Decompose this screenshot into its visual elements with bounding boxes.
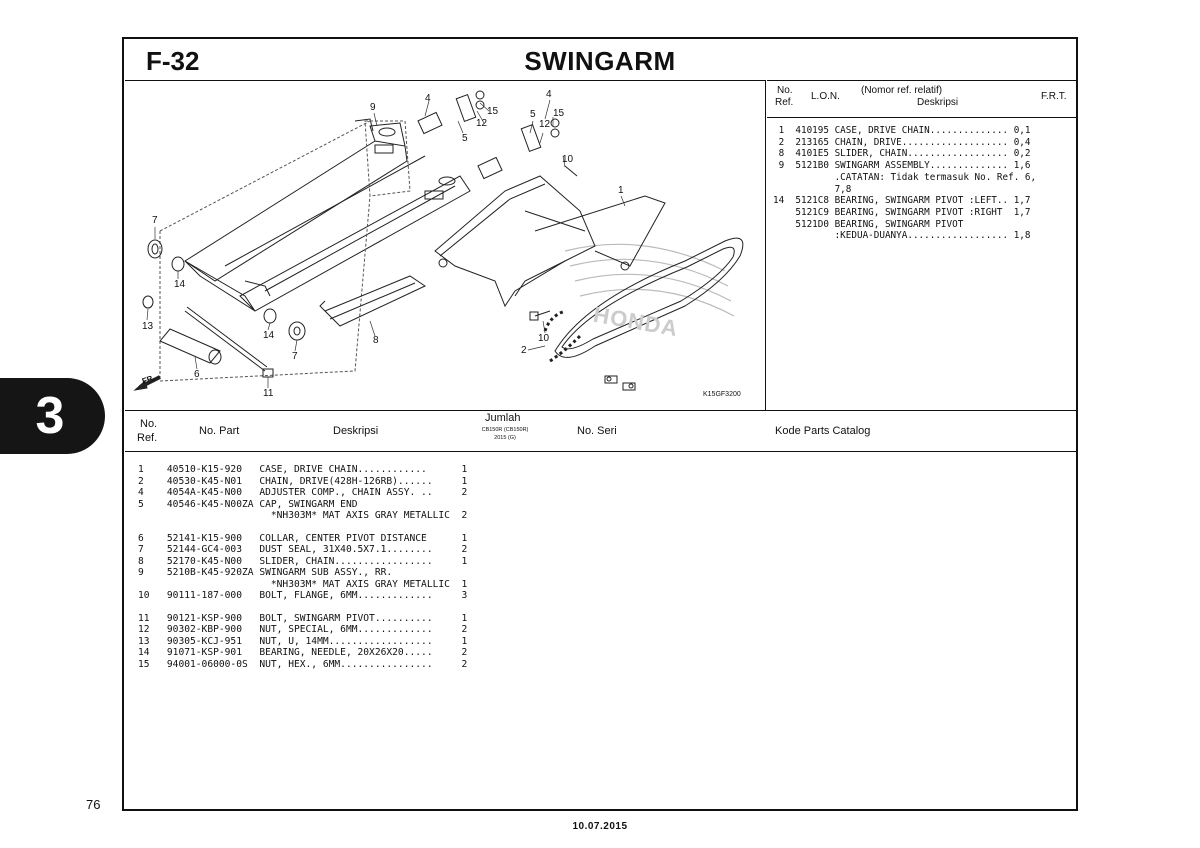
row-qty: 1: [461, 612, 468, 624]
frt-header-no: No.: [777, 85, 793, 96]
row-qty: 2: [461, 544, 468, 555]
seals-bearings: [143, 240, 305, 340]
frt-lon: 4101E5: [795, 148, 835, 160]
frt-val: 1,7: [1008, 195, 1031, 207]
row-desc: CASE, DRIVE CHAIN............: [259, 464, 462, 475]
callout-11: 11: [263, 388, 274, 399]
frt-lon: 5121D0: [795, 218, 835, 230]
frt-ref: [773, 207, 795, 218]
table-row: [138, 624, 467, 636]
row-qty: 1: [461, 464, 468, 475]
frt-row: [773, 195, 1042, 207]
exploded-diagram: [125, 80, 766, 410]
frt-ref: [773, 172, 795, 183]
callout-13: 13: [142, 321, 154, 332]
row-ref: 8: [138, 555, 167, 567]
diagram-code: K15GF3200: [703, 391, 741, 398]
row-part-no: 91071-KSP-901: [166, 647, 260, 658]
row-part-no: 40546-K45-N00ZA: [166, 498, 260, 510]
row-part-no: 52141-K15-900: [166, 532, 260, 544]
th-seri: No. Seri: [577, 425, 617, 437]
row-desc: SWINGARM SUB ASSY., RR.: [259, 567, 462, 578]
frt-val: [1008, 184, 1014, 195]
callout-14b: 14: [263, 330, 275, 341]
row-desc: *NH303M* MAT AXIS GRAY METALLIC: [259, 578, 462, 590]
row-part-no: 94001-06000-0S: [166, 658, 260, 670]
table-row: [138, 590, 467, 602]
row-ref: 10: [138, 590, 167, 601]
row-desc: CHAIN, DRIVE(428H-126RB)......: [259, 475, 462, 487]
frt-row: [773, 219, 1042, 231]
bolt-10: [530, 311, 550, 320]
row-ref: 6: [138, 532, 167, 544]
chain-adjusters: [418, 91, 577, 179]
honda-watermark-text: HONDA: [591, 301, 681, 342]
frt-val: 0,1: [1008, 125, 1031, 136]
frt-row: [773, 148, 1042, 160]
callout-1: 1: [618, 185, 624, 196]
callout-10: 10: [562, 154, 574, 165]
frt-row: [773, 137, 1042, 149]
row-ref: 15: [138, 658, 167, 670]
row-qty: 1: [461, 555, 468, 567]
th-desc: Deskripsi: [333, 425, 379, 437]
row-qty: 2: [461, 658, 468, 670]
th-no: No.: [140, 418, 158, 430]
frt-ref: 2: [773, 136, 796, 148]
row-part-no: 40510-K15-920: [166, 464, 260, 475]
parts-list: [138, 464, 467, 670]
table-row: [138, 476, 467, 488]
section-code: F-32: [146, 46, 200, 76]
callout-2: 2: [521, 345, 527, 356]
row-desc: BOLT, SWINGARM PIVOT..........: [259, 612, 462, 624]
row-qty: 1: [461, 635, 468, 647]
frt-row: [773, 184, 1042, 196]
frt-row: [773, 125, 1042, 137]
pivot-collar-bolt: [160, 307, 273, 377]
table-row: [138, 659, 467, 671]
row-ref: 2: [138, 475, 167, 487]
table-row: [138, 567, 467, 579]
row-desc: NUT, U, 14MM..................: [259, 635, 462, 647]
callout-9: 9: [370, 102, 376, 113]
frt-header-ref: Ref.: [775, 97, 794, 108]
frt-desc: SLIDER, CHAIN..................: [834, 148, 1009, 160]
frt-lon: [795, 184, 834, 195]
frt-desc: BEARING, SWINGARM PIVOT :RIGHT: [834, 206, 1009, 218]
row-ref: 14: [138, 647, 167, 658]
parts-table-header: [125, 410, 1076, 452]
row-qty: 1: [461, 532, 468, 544]
callout-12b: 12: [539, 119, 551, 130]
frt-desc: .CATATAN: Tidak termasuk No. Ref. 6,: [834, 171, 1037, 183]
callout-5: 5: [462, 133, 468, 144]
frt-val: [1008, 219, 1014, 230]
callout-12: 12: [476, 118, 488, 129]
th-kode: Kode Parts Catalog: [775, 425, 871, 437]
row-desc: BEARING, NEEDLE, 20X26X20.....: [259, 647, 462, 658]
frt-row: [773, 230, 1042, 242]
frt-header-deskripsi: Deskripsi: [917, 97, 959, 108]
row-part-no: 5210B-K45-920ZA: [166, 567, 260, 578]
row-part-no: [167, 510, 259, 521]
frt-panel: [767, 80, 1077, 410]
frt-val: 1,8: [1008, 230, 1031, 242]
callout-10b: 10: [538, 333, 550, 344]
chain-slider: [320, 276, 425, 326]
row-desc: *NH303M* MAT AXIS GRAY METALLIC: [259, 510, 462, 521]
page-number: 76: [86, 797, 101, 812]
callout-14: 14: [174, 279, 186, 290]
table-row: [138, 556, 467, 568]
section-title: SWINGARM: [524, 46, 676, 76]
row-ref: 9: [138, 567, 167, 578]
frt-lon: 410195: [795, 125, 835, 136]
frt-header-divider: [767, 117, 1077, 118]
frt-ref: 8: [773, 148, 796, 160]
row-qty: 2: [461, 487, 468, 498]
frt-lon: [795, 172, 834, 183]
table-row: [138, 533, 467, 545]
table-row: [138, 613, 467, 625]
frt-row: [773, 172, 1042, 184]
frt-lon: [795, 230, 834, 241]
callout-15b: 15: [553, 108, 565, 119]
table-row: [138, 510, 467, 522]
row-desc: ADJUSTER COMP., CHAIN ASSY. ..: [259, 487, 462, 498]
frt-ref: 14: [773, 195, 796, 207]
row-qty: 3: [461, 590, 468, 601]
frt-row: [773, 160, 1042, 172]
callout-4: 4: [425, 93, 431, 104]
group-spacer: [138, 522, 467, 533]
frt-desc: 7,8: [834, 183, 1009, 195]
group-spacer: [138, 602, 467, 613]
th-ref: Ref.: [137, 432, 158, 444]
row-qty: 1: [461, 475, 468, 487]
th-model: CB150R (CB150R): [481, 427, 529, 433]
frt-rows: [773, 125, 1042, 242]
row-ref: 7: [138, 544, 167, 555]
frt-header-nomor: (Nomor ref. relatif): [861, 85, 943, 96]
honda-wing-watermark: [565, 244, 734, 316]
table-row: [138, 487, 467, 499]
row-ref: 4: [138, 487, 167, 498]
frt-val: 0,2: [1008, 148, 1031, 160]
swingarm-outline: [185, 119, 470, 311]
frt-ref: 1: [773, 125, 796, 136]
row-part-no: [167, 579, 259, 590]
row-part-no: 90302-KBP-900: [166, 624, 260, 635]
row-desc: NUT, SPECIAL, 6MM.............: [259, 624, 462, 635]
row-part-no: 90111-187-000: [166, 590, 260, 601]
row-part-no: 40530-K45-N01: [166, 475, 260, 487]
diagram-drawing: [125, 81, 766, 411]
row-ref: [138, 510, 167, 521]
row-ref: 12: [138, 624, 167, 635]
section-tab-number: 3: [35, 387, 65, 445]
frt-header-frt: F.R.T.: [1041, 91, 1067, 102]
th-year: 2015 (G): [494, 435, 516, 441]
frt-header-lon: L.O.N.: [811, 91, 840, 102]
frt-desc: SWINGARM ASSEMBLY..............: [834, 160, 1009, 172]
callout-15: 15: [487, 106, 499, 117]
row-part-no: 4054A-K45-N00: [166, 487, 260, 498]
row-desc: BOLT, FLANGE, 6MM.............: [259, 590, 462, 601]
row-part-no: 52144-GC4-003: [166, 544, 260, 555]
table-row: [138, 647, 467, 659]
th-part: No. Part: [199, 425, 240, 437]
callout-8: 8: [373, 335, 379, 346]
frt-lon: 5121C9: [795, 206, 835, 218]
row-ref: 1: [138, 464, 167, 475]
row-desc: CAP, SWINGARM END: [259, 498, 462, 510]
row-desc: DUST SEAL, 31X40.5X7.1........: [259, 544, 462, 555]
row-desc: NUT, HEX., 6MM................: [259, 658, 462, 670]
frt-row: [773, 207, 1042, 219]
frt-ref: [773, 184, 795, 195]
row-qty: 2: [461, 647, 468, 658]
row-desc: SLIDER, CHAIN.................: [259, 555, 462, 567]
frt-val: 1,6: [1008, 160, 1031, 172]
row-ref: [138, 579, 167, 590]
frt-desc: BEARING, SWINGARM PIVOT :LEFT..: [834, 195, 1009, 207]
table-row: [138, 464, 467, 476]
table-row: [138, 579, 467, 591]
callout-4b: 4: [546, 89, 552, 100]
frt-desc: CHAIN, DRIVE...................: [834, 136, 1009, 148]
frt-lon: 5121C8: [795, 195, 835, 207]
row-qty: 2: [461, 624, 468, 635]
frt-lon: 213165: [795, 136, 835, 148]
callout-5b: 5: [530, 109, 536, 120]
frt-ref: [773, 230, 795, 241]
row-part-no: 52170-K45-N00: [166, 555, 260, 567]
row-ref: 11: [138, 612, 167, 624]
row-qty: 1: [461, 578, 468, 590]
row-qty: 2: [461, 510, 468, 521]
frt-ref: 9: [773, 160, 796, 172]
footer-date: 10.07.2015: [572, 821, 628, 832]
row-desc: COLLAR, CENTER PIVOT DISTANCE: [259, 532, 462, 544]
callout-6: 6: [194, 369, 200, 380]
frt-val: [1036, 172, 1042, 183]
row-ref: 5: [138, 498, 167, 510]
direction-label: FR.: [140, 373, 157, 386]
table-row: [138, 636, 467, 648]
row-part-no: 90121-KSP-900: [166, 612, 260, 624]
frt-desc: CASE, DRIVE CHAIN..............: [834, 125, 1009, 136]
row-part-no: 90305-KCJ-951: [166, 635, 260, 647]
frt-desc: BEARING, SWINGARM PIVOT: [834, 218, 1009, 230]
frt-val: 0,4: [1008, 136, 1031, 148]
frt-val: 1,7: [1008, 206, 1031, 218]
frt-lon: 5121B0: [795, 160, 835, 172]
table-row: [138, 544, 467, 556]
frt-ref: [773, 219, 795, 230]
table-row: [138, 499, 467, 511]
callout-7: 7: [152, 215, 158, 226]
callout-7b: 7: [292, 351, 298, 362]
frt-desc: :KEDUA-DUANYA..................: [834, 230, 1009, 242]
row-ref: 13: [138, 635, 167, 647]
th-jumlah: Jumlah: [485, 412, 521, 424]
